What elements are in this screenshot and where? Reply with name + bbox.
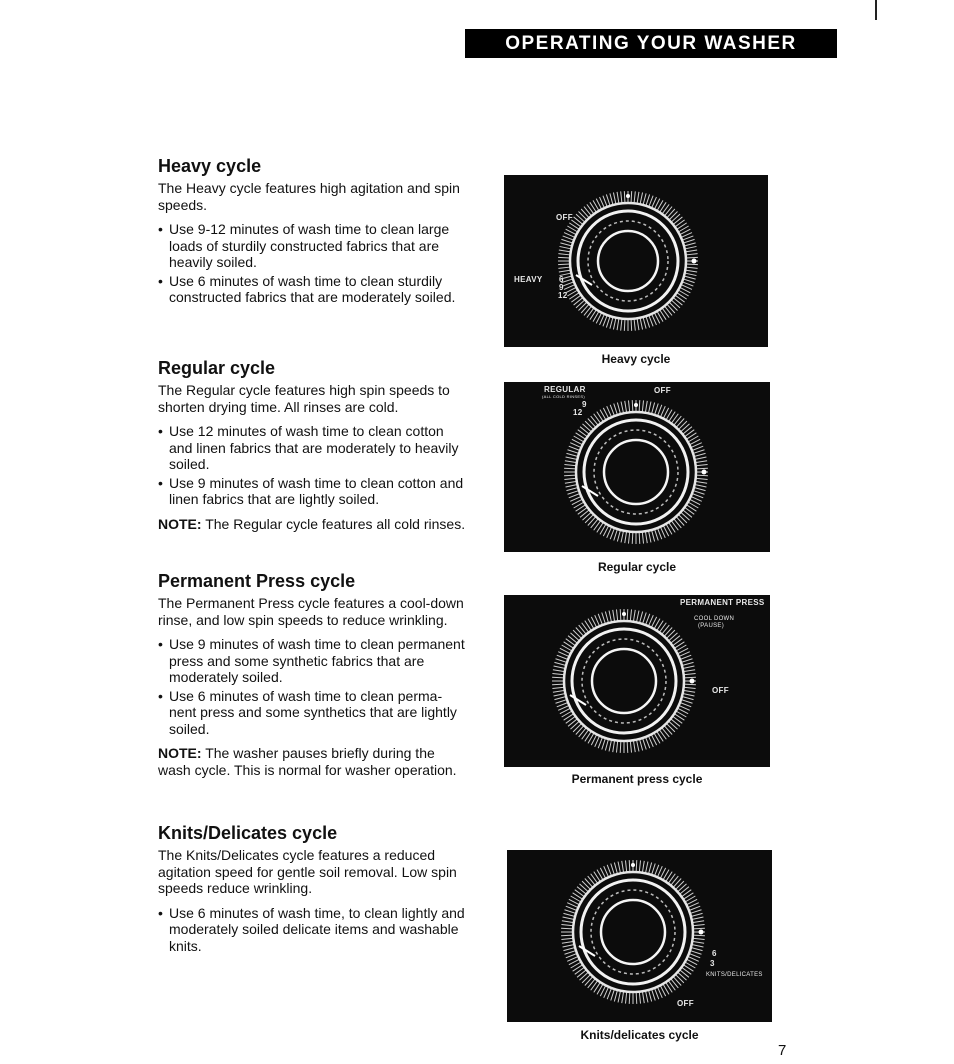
- dial-dot: [699, 930, 704, 935]
- dial-photo-regular: [504, 382, 770, 552]
- note: [158, 745, 468, 778]
- dial-photo-heavy: [504, 175, 768, 347]
- section-title: Heavy cycle: [158, 156, 262, 176]
- note-text: The washer pauses briefly during the wash cycle. This is normal for washer operation.: [158, 745, 457, 778]
- section-heavy: [158, 155, 468, 314]
- bullet-list: [158, 636, 468, 737]
- dial-center: [598, 231, 658, 291]
- figure-caption-permanent-press: Permanent press cycle: [571, 772, 703, 786]
- dial-photo-permanent-press: [504, 595, 770, 767]
- page-corner-mark: [875, 0, 877, 20]
- dial-dot: [690, 679, 695, 684]
- dial-label-9: 9: [559, 283, 564, 292]
- bullet-list: [158, 221, 468, 306]
- section-intro: The Heavy cycle features high agitation and spin speeds.: [158, 180, 460, 213]
- bullet-item: • Use 9 minutes of wash time to clean permanent press and some synthetic fabrics that are moderately soiled.: [158, 636, 468, 686]
- dial-dot: [702, 470, 707, 475]
- section-intro: The Regular cycle features high spin speeds to shorten drying time. All rinses are cold.: [158, 382, 450, 415]
- dial-center: [592, 649, 656, 713]
- bullet-item: • Use 9-12 minutes of wash time to clean large loads of sturdily constructed fabrics that are heavily soiled.: [158, 221, 468, 271]
- dial-dot: [631, 863, 635, 867]
- section-intro: The Knits/Delicates cycle features a reduced agitation speed for gentle soil removal. Low spin speeds reduce wrinkling.: [158, 847, 457, 896]
- dial-label-regular: REGULAR: [544, 385, 586, 394]
- dial-center: [604, 440, 668, 504]
- dial-dot: [626, 194, 630, 198]
- dial-label-off: OFF: [677, 999, 694, 1008]
- dial-label-knits-delicates: KNITS/DELICATES: [706, 972, 763, 978]
- note-label: NOTE:: [158, 515, 202, 532]
- figure-caption-regular: Regular cycle: [597, 560, 677, 574]
- dial-label-permanent-press: PERMANENT PRESS: [680, 598, 765, 607]
- dial-label-12: 12: [573, 408, 583, 417]
- dial-label-regular-sub: (ALL COLD RINSES): [542, 394, 585, 399]
- figure-caption-heavy: Heavy cycle: [601, 352, 671, 366]
- dial-label-12: 12: [558, 291, 568, 300]
- dial-label-off: OFF: [712, 686, 729, 695]
- dial-label-heavy: HEAVY: [514, 275, 543, 284]
- bullet-list: [158, 423, 468, 508]
- dial-graphic: [507, 850, 772, 1022]
- dial-label-9: 9: [582, 400, 587, 409]
- figure-caption-knits-delicates: Knits/delicates cycle: [580, 1028, 699, 1042]
- section-regular: [158, 357, 468, 540]
- section-knits-delicates: [158, 822, 468, 962]
- section-permanent-press: [158, 570, 468, 786]
- section-title: Permanent Press cycle: [158, 571, 356, 591]
- dial-dot: [634, 403, 638, 407]
- section-intro: The Permanent Press cycle features a cool-down rinse, and low spin speeds to reduce wrinkling.: [158, 595, 464, 628]
- dial-graphic: [504, 382, 770, 552]
- bullet-item: • Use 6 minutes of wash time to clean sturdily constructed fabrics that are moderately soiled.: [158, 273, 468, 306]
- dial-dot: [622, 612, 626, 616]
- note: [158, 516, 468, 533]
- note-text: The Regular cycle features all cold rinses.: [201, 515, 466, 532]
- dial-label-6: 6: [712, 949, 717, 958]
- bullet-item: • Use 6 minutes of wash time, to clean lightly and moderately soiled delicate items and washable knits.: [158, 905, 468, 955]
- dial-label-6: 6: [559, 275, 564, 284]
- dial-center: [601, 900, 665, 964]
- dial-dot: [692, 259, 697, 264]
- dial-label-pause: (PAUSE): [698, 623, 724, 629]
- dial-label-off: OFF: [556, 213, 573, 222]
- bullet-item: • Use 6 minutes of wash time to clean perma-nent press and some synthetics that are lightly soiled.: [158, 688, 468, 738]
- section-title: Regular cycle: [158, 358, 276, 378]
- page-number: 7: [778, 1042, 787, 1059]
- note-label: NOTE:: [158, 745, 202, 761]
- dial-photo-knits-delicates: [507, 850, 772, 1022]
- page-header: OPERATING YOUR WASHER: [465, 29, 837, 58]
- bullet-item: • Use 12 minutes of wash time to clean cotton and linen fabrics that are moderately to heavily soiled.: [158, 423, 468, 473]
- bullet-item: • Use 9 minutes of wash time to clean cotton and linen fabrics that are lightly soiled.: [158, 475, 468, 508]
- dial-graphic: [504, 175, 768, 347]
- dial-label-cool-down: COOL DOWN: [694, 616, 735, 622]
- bullet-list: [158, 905, 468, 955]
- dial-label-3: 3: [710, 959, 715, 968]
- dial-label-off: OFF: [654, 386, 671, 395]
- section-title: Knits/Delicates cycle: [158, 823, 338, 843]
